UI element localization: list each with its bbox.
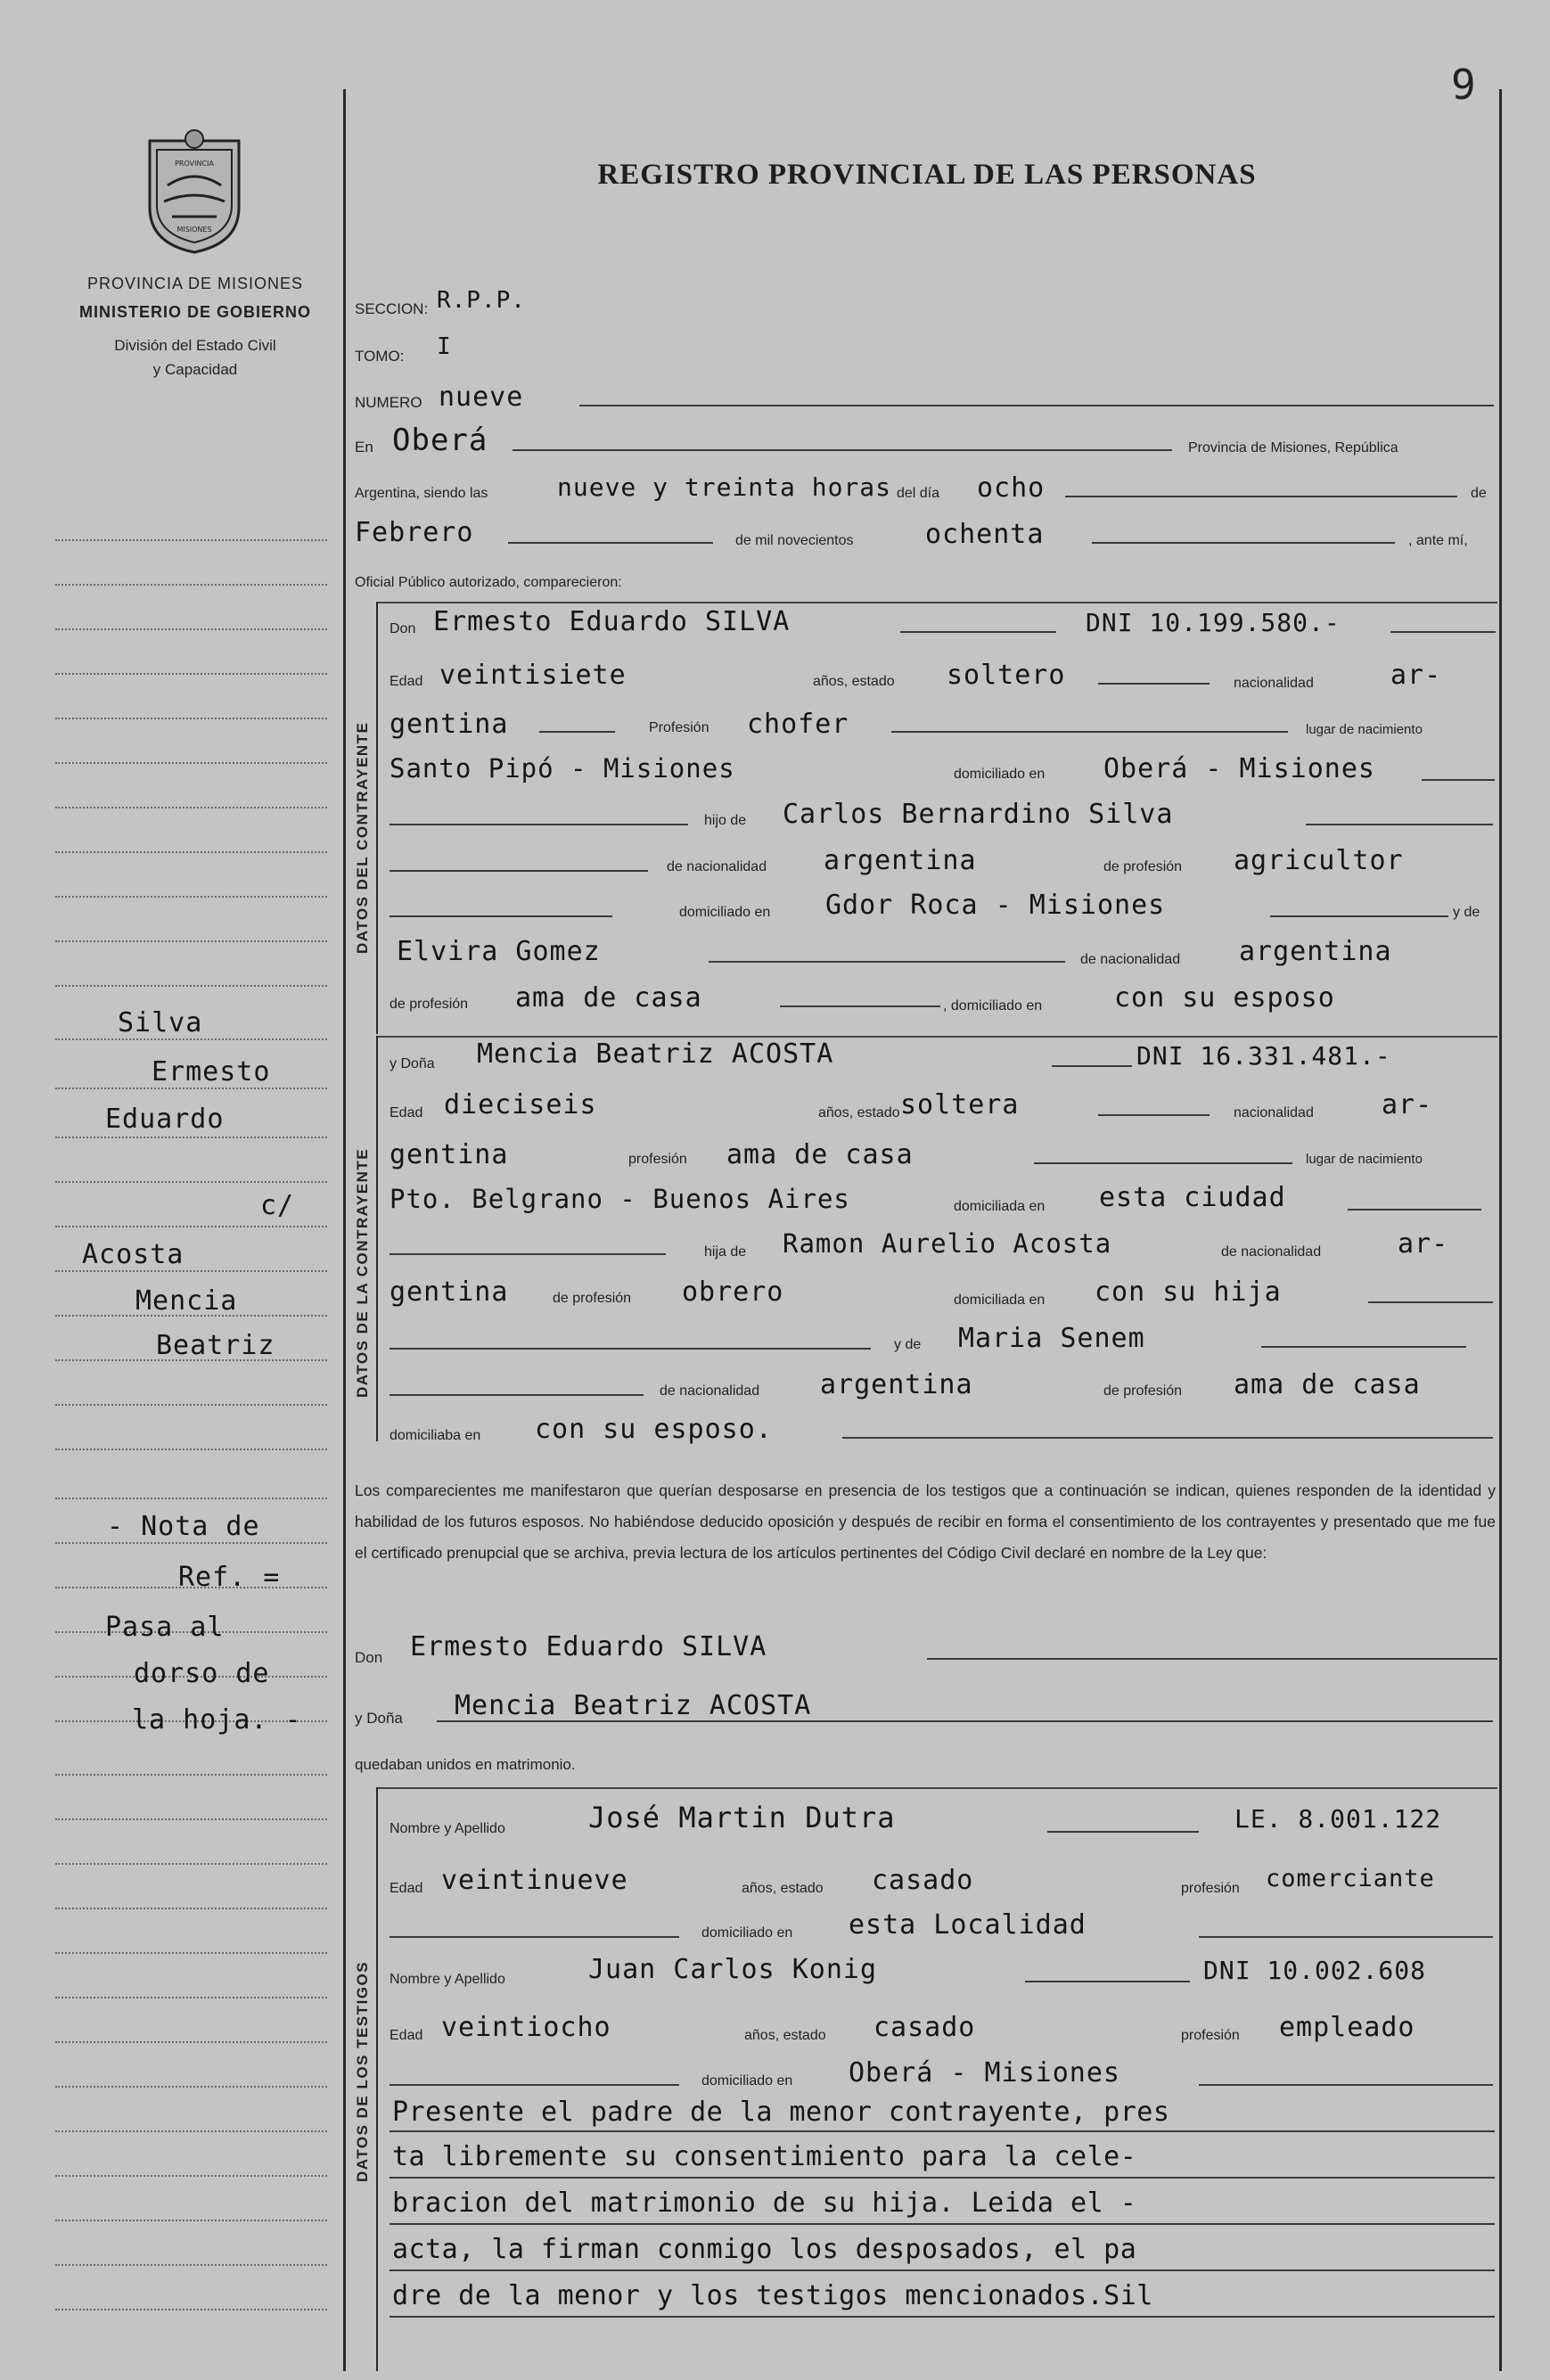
division-label: División del Estado Civil [114, 337, 276, 354]
margin-name-6: Mencia [135, 1285, 238, 1317]
madre-profesion: ama de casa [515, 982, 702, 1014]
contrayente-madre: Elvira Gomez [397, 936, 601, 967]
form-title: REGISTRO PROVINCIAL DE LAS PERSONAS [597, 159, 1257, 191]
profesion-label-2: profesión [628, 1152, 687, 1167]
contrayente-profesion: chofer [747, 709, 849, 740]
contrayenta-madre-prof: ama de casa [1234, 1369, 1421, 1400]
t2-nombre: Juan Carlos Konig [588, 1954, 878, 1985]
numero-value: nueve [439, 382, 524, 413]
contrayenta-domicilio: esta ciudad [1099, 1182, 1286, 1213]
nacionalidad-label: nacionalidad [1234, 676, 1314, 691]
contrayenta-edad: dieciseis [444, 1089, 597, 1120]
padre-nac-label-2: de nacionalidad [1221, 1244, 1322, 1260]
contrayenta-doc: DNI 16.331.481.- [1136, 1041, 1391, 1071]
provincia-label: Provincia de Misiones, República [1188, 440, 1398, 455]
madre-prof-label: de profesión [390, 997, 469, 1012]
main-divider [343, 89, 346, 2371]
padre-dom-label-2: domiciliada en [954, 1293, 1046, 1308]
don-label: Don [390, 621, 416, 636]
margin-note-3: Pasa al [105, 1612, 225, 1643]
notes-line-3: bracion del matrimonio de su hija. Leida el - [392, 2187, 1137, 2219]
margin-name-1: Silva [118, 1007, 203, 1038]
t2-doc: DNI 10.002.608 [1203, 1956, 1427, 1985]
tomo-value: I [437, 333, 452, 360]
oficial-label: Oficial Público autorizado, comparecieron: [355, 575, 622, 590]
margin-name-2: Ermesto [152, 1056, 271, 1087]
madre-prof-label-2: de profesión [1103, 1383, 1183, 1399]
contrayenta-estado: soltera [900, 1089, 1020, 1120]
contrayenta-padre-prof: obrero [682, 1276, 784, 1308]
y-de-label: y de [1453, 905, 1480, 920]
hora-value: nueve y treinta horas [557, 472, 892, 502]
page-number: 9 [1451, 61, 1476, 109]
padre-nac-label: de nacionalidad [667, 859, 767, 874]
madre-nac-label-2: de nacionalidad [660, 1383, 760, 1399]
contrayenta-padre-nac-2: gentina [390, 1276, 509, 1308]
contrayente-nac-2: gentina [390, 709, 509, 740]
seal-lettering-1: PROVINCIA [175, 160, 214, 168]
en-label: En [355, 439, 373, 455]
margin-name-4: c/ [260, 1190, 295, 1221]
t1-label: Nombre y Apellido [390, 1821, 505, 1836]
contrayenta-padre-dom: con su hija [1095, 1276, 1282, 1308]
t2-estado: casado [873, 2012, 976, 2043]
hijo-label: hijo de [704, 813, 747, 828]
profesion-label: Profesión [649, 720, 709, 735]
notes-line-5: dre de la menor y los testigos mencionados.Sil [392, 2280, 1153, 2311]
notes-line-4: acta, la firman conmigo los desposados, el pa [392, 2234, 1137, 2265]
tomo-label: TOMO: [355, 348, 405, 365]
declaration-text: Los comparecientes me manifestaron que querían desposarse en presencia de los testigos que a continuación se indican, quienes responden de la identidad y habilidad de los futuros esposos. No habiéndose deducido oposición y después de recibir en forma el consentimiento de los contrayentes y presentado que me fue el certificado prenupcial que se archiva, previa lectura de los artículos pertinentes del Código Civil declaré en nombre de la Ley que: [355, 1481, 1496, 1562]
contrayenta-profesion: ama de casa [726, 1139, 914, 1170]
seccion-label: SECCION: [355, 300, 429, 317]
contrayenta-madre-dom: con su esposo. [535, 1414, 773, 1445]
padre-profesion: agricultor [1234, 845, 1404, 876]
t2-edad-label: Edad [390, 2028, 423, 2043]
section-label-testigos: DATOS DE LOS TESTIGOS [354, 1960, 371, 2182]
margin-note-4: dorso de [134, 1658, 270, 1689]
t1-edad: veintinueve [441, 1865, 628, 1896]
de-label: de [1471, 486, 1487, 501]
contrayente-domicilio: Oberá - Misiones [1103, 753, 1375, 784]
argentina-label: Argentina, siendo las [355, 486, 488, 501]
notes-line-2: ta libremente su consentimiento para la cele- [392, 2141, 1137, 2172]
t2-domicilio: Oberá - Misiones [849, 2057, 1120, 2089]
t2-profesion: empleado [1279, 2012, 1415, 2043]
lugar-value: Oberá [392, 423, 488, 458]
decl-final: quedaban unidos en matrimonio. [355, 1756, 576, 1773]
contrayente-estado: soltero [947, 660, 1066, 691]
domicilio-label: domiciliado en [954, 767, 1046, 782]
padre-prof-label-2: de profesión [553, 1291, 632, 1306]
domicilio-label-2: domiciliada en [954, 1199, 1046, 1214]
dia-value: ocho [977, 472, 1046, 504]
madre-nacionalidad: argentina [1239, 936, 1392, 967]
margin-note-1: - Nota de [107, 1511, 260, 1542]
t2-estado-label: años, estado [744, 2028, 826, 2043]
margin-name-5: Acosta [82, 1239, 185, 1270]
t1-domicilio: esta Localidad [849, 1909, 1087, 1941]
mes-value: Febrero [355, 517, 474, 548]
padre-prof-label: de profesión [1103, 859, 1183, 874]
decl-dona-label: y Doña [355, 1710, 403, 1727]
edad-label: Edad [390, 674, 423, 689]
contrayente-edad: veintisiete [439, 660, 627, 691]
margin-note-2: Ref. = [178, 1562, 281, 1593]
contrayenta-madre-nac: argentina [820, 1369, 973, 1400]
t2-prof-label: profesión [1181, 2028, 1240, 2043]
t1-estado-label: años, estado [742, 1881, 824, 1896]
decl-don-value: Ermesto Eduardo SILVA [410, 1631, 767, 1662]
edad-label-2: Edad [390, 1105, 423, 1120]
right-border [1499, 89, 1502, 2371]
estado-label: años, estado [813, 674, 895, 689]
madre-domicilio: con su esposo [1114, 982, 1335, 1014]
contrayenta-nac-1: ar- [1382, 1089, 1433, 1120]
dona-label: y Doña [390, 1056, 435, 1071]
madre-dom-label: , domiciliado en [943, 998, 1043, 1014]
anio-value: ochenta [925, 519, 1045, 550]
seal-lettering-3: MISIONES [176, 226, 212, 234]
nacimiento-label: lugar de nacimiento [1306, 722, 1423, 737]
t1-edad-label: Edad [390, 1881, 423, 1896]
madre-dom-label-2: domiciliaba en [390, 1428, 481, 1443]
contrayente-nacimiento: Santo Pipó - Misiones [390, 753, 735, 784]
numero-label: NUMERO [355, 394, 422, 411]
t1-nombre: José Martin Dutra [588, 1801, 896, 1834]
decl-dona-value: Mencia Beatriz ACOSTA [455, 1690, 812, 1721]
t1-profesion: comerciante [1266, 1865, 1435, 1892]
contrayenta-padre: Ramon Aurelio Acosta [783, 1228, 1112, 1259]
padre-nacionalidad: argentina [824, 845, 977, 876]
dia-label: del día [897, 486, 940, 501]
contrayente-doc: DNI 10.199.580.- [1086, 608, 1341, 637]
t1-doc: LE. 8.001.122 [1234, 1804, 1442, 1834]
contrayenta-nac-2: gentina [390, 1139, 509, 1170]
nacimiento-label-2: lugar de nacimiento [1306, 1152, 1423, 1167]
t2-dom-label: domiciliado en [701, 2073, 793, 2089]
decl-don-label: Don [355, 1649, 383, 1666]
margin-note-5: la hoja. - [132, 1704, 302, 1736]
contrayenta-nombre: Mencia Beatriz ACOSTA [477, 1038, 834, 1070]
t1-dom-label: domiciliado en [701, 1925, 793, 1941]
contrayente-nac-1: ar- [1390, 660, 1442, 691]
padre-domicilio: Gdor Roca - Misiones [825, 890, 1166, 921]
contrayenta-nacimiento: Pto. Belgrano - Buenos Aires [390, 1184, 850, 1214]
padre-dom-label: domiciliado en [679, 905, 771, 920]
contrayente-padre: Carlos Bernardino Silva [783, 799, 1174, 830]
contrayente-nombre: Ermesto Eduardo SILVA [433, 606, 791, 637]
division-label-2: y Capacidad [152, 361, 238, 378]
t2-edad: veintiocho [441, 2012, 611, 2043]
margin-name-7: Beatriz [156, 1330, 275, 1361]
section-label-contrayente: DATOS DEL CONTRAYENTE [354, 721, 371, 954]
estado-label-2: años, estado [818, 1105, 900, 1120]
madre-nac-label: de nacionalidad [1080, 952, 1181, 967]
t1-estado: casado [872, 1865, 974, 1896]
t2-label: Nombre y Apellido [390, 1972, 505, 1987]
seccion-value: R.P.P. [437, 287, 526, 314]
nacionalidad-label-2: nacionalidad [1234, 1105, 1314, 1120]
margin-name-3: Eduardo [105, 1104, 225, 1135]
anio-label: de mil novecientos [735, 533, 854, 548]
contrayenta-madre: Maria Senem [958, 1323, 1145, 1354]
contrayenta-padre-nac-1: ar- [1398, 1228, 1449, 1260]
ministry-label: MINISTERIO DE GOBIERNO [78, 303, 312, 321]
t1-prof-label: profesión [1181, 1881, 1240, 1896]
section-label-contrayenta: DATOS DE LA CONTRAYENTE [354, 1147, 371, 1398]
province-seal [132, 123, 257, 257]
province-label: PROVINCIA DE MISIONES [86, 275, 304, 292]
hija-label: hija de [704, 1244, 747, 1260]
y-de-label-2: y de [894, 1337, 922, 1352]
ante-label: , ante mí, [1408, 533, 1468, 548]
notes-line-1: Presente el padre de la menor contrayente, pres [392, 2097, 1170, 2128]
